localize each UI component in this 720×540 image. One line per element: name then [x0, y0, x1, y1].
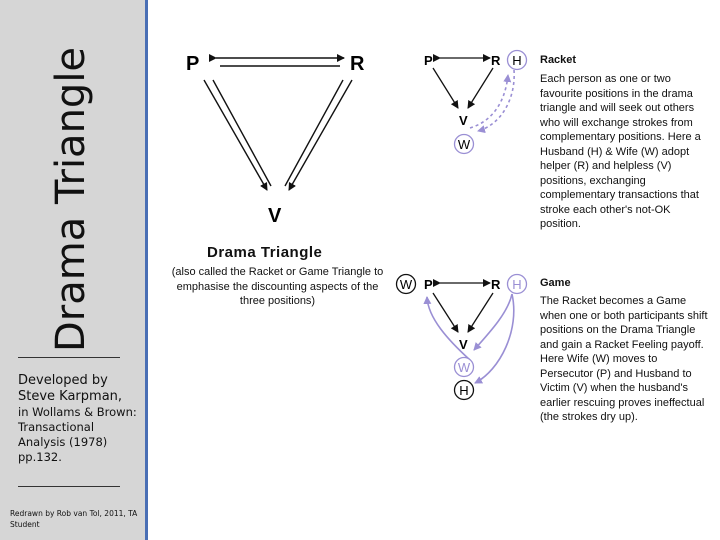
arrow-r-v [285, 80, 352, 190]
arrow-p-r [216, 58, 344, 66]
racket-heading: Racket [540, 54, 577, 66]
main-triangle-description: (also called the Racket or Game Triangle to emphasise the discounting aspects of the three positions) [171, 266, 384, 307]
node-p: P [186, 53, 200, 75]
game-node-p: P [424, 277, 433, 292]
racket-node-r: R [491, 53, 501, 68]
racket-node-h: H [512, 53, 522, 68]
racket-triangle [424, 51, 527, 154]
node-v: V [268, 205, 282, 227]
game-node-v: V [459, 337, 468, 352]
credit-source: in Wollams & Brown: Transactional Analysis (1978) pp.132. [18, 405, 137, 464]
credit-author: Developed by Steve Karpman, [18, 373, 123, 404]
vertical-title: Drama Triangle [48, 46, 94, 352]
node-r: R [350, 53, 365, 75]
game-node-h-right: H [512, 277, 522, 292]
racket-node-p: P [424, 53, 433, 68]
game-triangle [397, 275, 527, 400]
game-node-h-below: H [459, 383, 469, 398]
game-heading: Game [540, 277, 571, 289]
main-triangle [186, 53, 365, 227]
game-node-w-below: W [457, 360, 471, 375]
racket-node-w: W [457, 137, 471, 152]
redrawn-credit: Redrawn by Rob van Tol, 2011, TA Student [10, 509, 138, 529]
racket-node-v: V [459, 113, 468, 128]
game-text: The Racket becomes a Game when one or both participants shift positions on the Drama Triangle and gain a Racket Feeling payoff. Here Wife (W) moves to Persecutor (P) and Husband to Victim (V) when the husband's earlier rescuing proves ineffectual (the strokes dry up). [540, 295, 708, 423]
game-node-w-left: W [399, 277, 413, 292]
arrow-p-v [204, 80, 271, 190]
game-node-r: R [491, 277, 501, 292]
racket-text: Each person as one or two favourite positions in the drama triangle and will seek out others who will exchange strokes from complementary positions. Here a Husband (H) & Wife (W) adopt helper (R) and helpless (V) positions, exchanging complementary transactions that stroke each other's not-OK position. [540, 73, 701, 230]
main-triangle-label: Drama Triangle [207, 244, 323, 261]
